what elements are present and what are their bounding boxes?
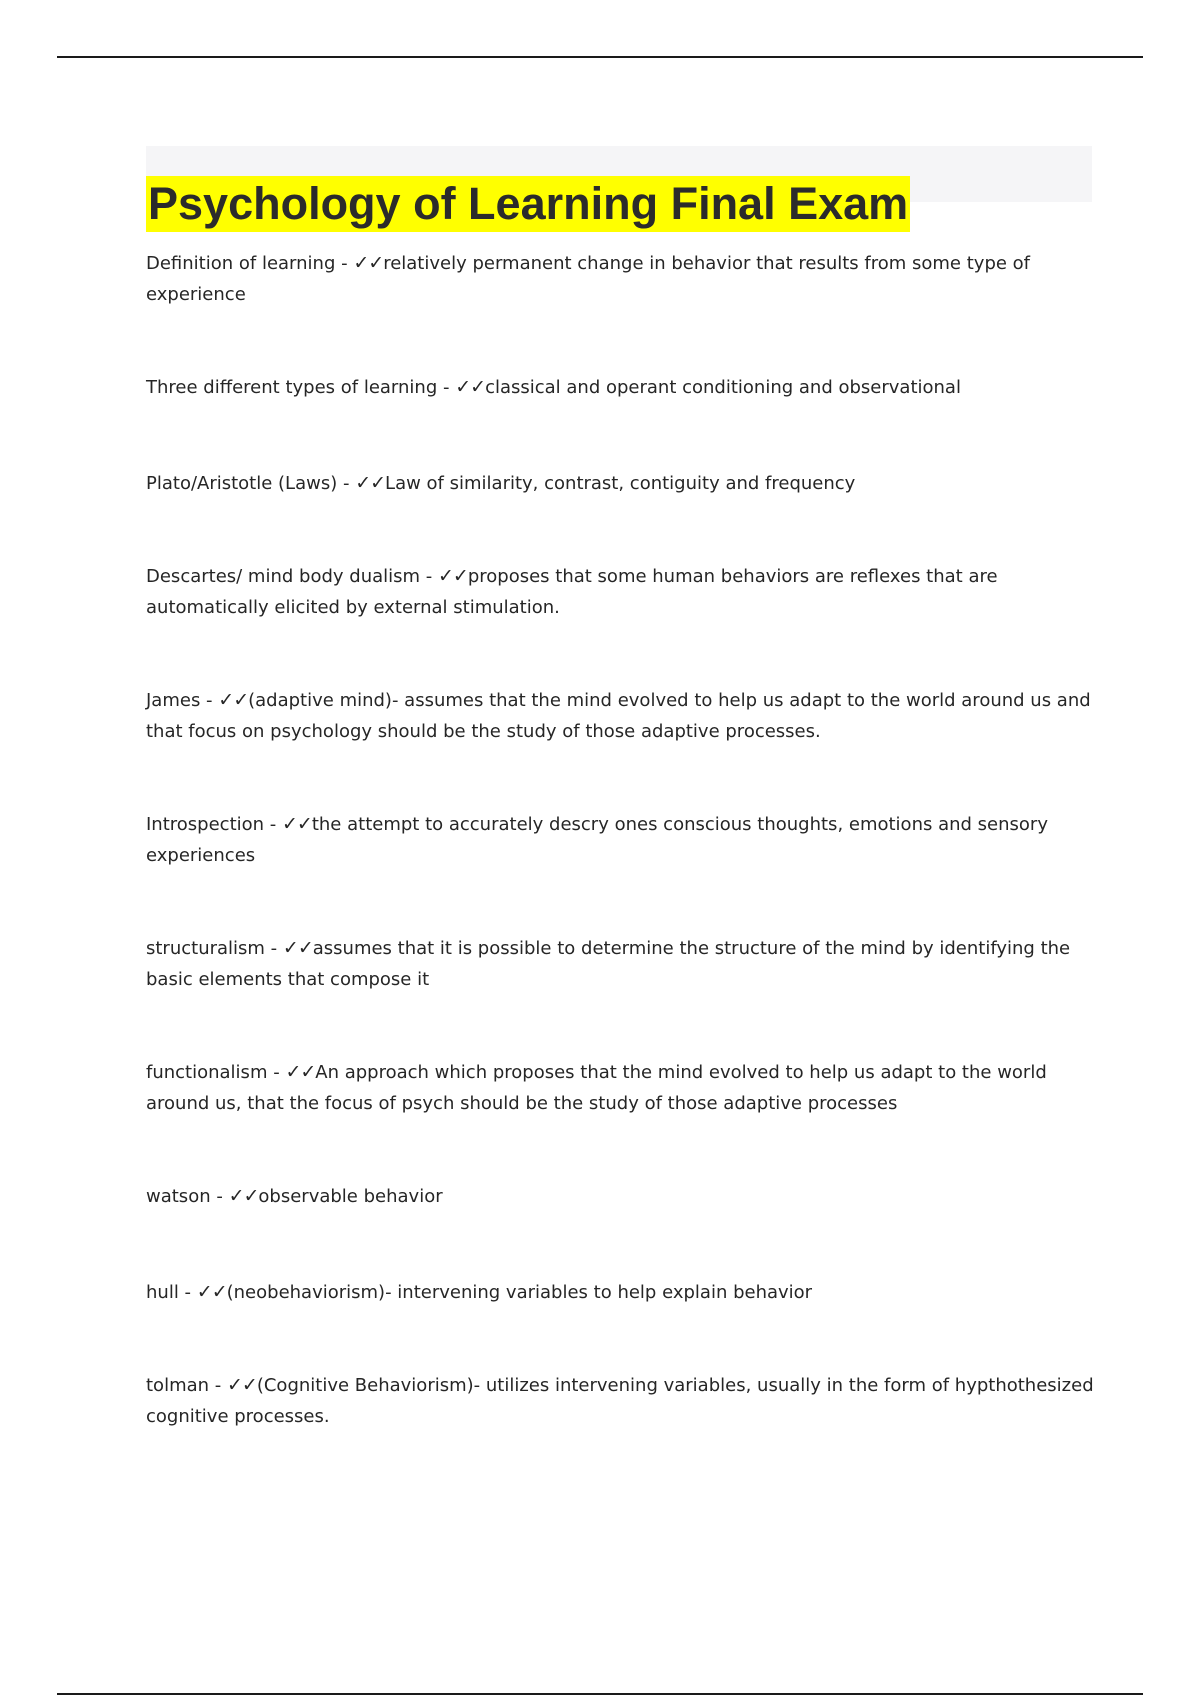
- entry-term: tolman: [146, 1375, 210, 1396]
- top-rule: [57, 56, 1143, 58]
- entry-term: Three different types of learning: [146, 377, 438, 398]
- entry-answer: (neobehaviorism)- intervening variables to help explain behavior: [226, 1281, 813, 1303]
- bottom-rule: [57, 1693, 1143, 1695]
- entry-answer: observable behavior: [258, 1186, 443, 1207]
- flashcard-entry: [146, 1181, 1096, 1213]
- entry-answer: An approach which proposes that the mind evolved to help us adapt to the world around us, that the focus of psych should be the study of those adaptive processes: [146, 1062, 1047, 1114]
- entry-term: Descartes/ mind body dualism: [146, 566, 421, 587]
- page-title: Psychology of Learning Final Exam: [146, 176, 910, 232]
- entry-term: hull: [146, 1281, 179, 1303]
- entry-answer: Law of similarity, contrast, contiguity and frequency: [385, 472, 856, 494]
- flashcard-entry: [146, 1057, 1096, 1119]
- entry-separator: -: [337, 472, 356, 494]
- entry-separator: -: [335, 253, 354, 274]
- entry-separator: -: [437, 377, 456, 398]
- flashcard-list: [146, 248, 1096, 1432]
- double-check-icon: ✓✓: [455, 376, 486, 398]
- entry-answer: the attempt to accurately descry ones conscious thoughts, emotions and sensory experiences: [146, 814, 1048, 866]
- double-check-icon: ✓✓: [282, 937, 313, 959]
- entry-separator: -: [264, 938, 283, 959]
- entry-term: Definition of learning: [146, 253, 336, 274]
- entry-answer: classical and operant conditioning and observational: [485, 377, 961, 398]
- flashcard-entry: [146, 1370, 1096, 1432]
- double-check-icon: ✓✓: [353, 252, 384, 274]
- flashcard-entry: [146, 1277, 1096, 1309]
- entry-separator: -: [209, 1375, 227, 1396]
- entry-term: Introspection: [146, 814, 265, 835]
- title-banner: [146, 146, 1092, 230]
- entry-answer: (adaptive mind)- assumes that the mind evolved to help us adapt to the world around us and that focus on psychology should be the study of those adaptive processes.: [146, 690, 1091, 742]
- entry-answer: (Cognitive Behaviorism)- utilizes intervening variables, usually in the form of hypthothesized cognitive processes.: [146, 1375, 1094, 1427]
- double-check-icon: ✓✓: [285, 1061, 316, 1083]
- entry-term: watson: [146, 1186, 211, 1207]
- double-check-icon: ✓✓: [196, 1280, 227, 1303]
- entry-separator: -: [420, 566, 438, 587]
- flashcard-entry: [146, 468, 1096, 500]
- entry-separator: -: [264, 814, 282, 835]
- flashcard-entry: [146, 685, 1096, 747]
- entry-term: James: [146, 690, 201, 711]
- entry-term: structuralism: [146, 938, 265, 959]
- entry-term: functionalism: [146, 1062, 268, 1083]
- flashcard-entry: [146, 248, 1096, 310]
- double-check-icon: ✓✓: [218, 689, 249, 711]
- double-check-icon: ✓✓: [282, 813, 312, 835]
- entry-separator: -: [267, 1062, 286, 1083]
- double-check-icon: ✓✓: [228, 1185, 259, 1207]
- entry-term: Plato/Aristotle (Laws): [146, 472, 338, 494]
- entry-separator: -: [200, 690, 219, 711]
- entry-separator: -: [210, 1186, 229, 1207]
- double-check-icon: ✓✓: [355, 471, 386, 494]
- entry-separator: -: [178, 1281, 197, 1303]
- flashcard-entry: [146, 372, 1096, 404]
- flashcard-entry: [146, 561, 1096, 623]
- entry-answer: assumes that it is possible to determine the structure of the mind by identifying the basic elements that compose it: [146, 938, 1071, 990]
- double-check-icon: ✓✓: [438, 565, 468, 587]
- entry-answer: relatively permanent change in behavior that results from some type of experience: [146, 253, 1031, 305]
- double-check-icon: ✓✓: [227, 1374, 257, 1396]
- entry-answer: proposes that some human behaviors are reflexes that are automatically elicited by external stimulation.: [146, 566, 998, 618]
- flashcard-entry: [146, 933, 1096, 995]
- flashcard-entry: [146, 809, 1096, 871]
